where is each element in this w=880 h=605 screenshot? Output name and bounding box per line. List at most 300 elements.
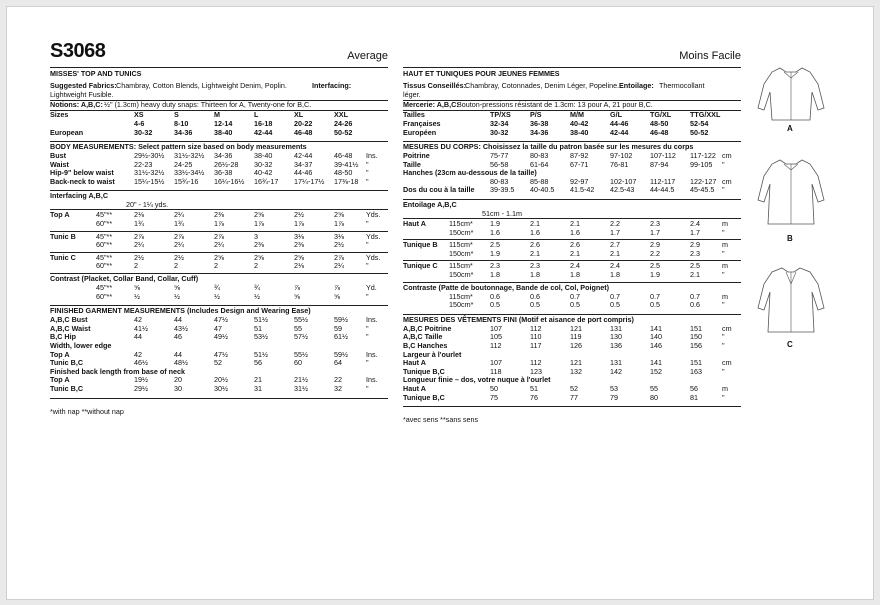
en-size-3: L: [254, 110, 259, 119]
fr-fr-size-2: 40-42: [570, 119, 589, 128]
fr-size-5: TTG/XXL: [690, 110, 721, 119]
fr-body-label-0: Poitrine: [403, 151, 430, 160]
en-contrast-val-1-2: ½: [214, 291, 220, 301]
en-width-title: Width, lower edge: [50, 341, 112, 350]
fr-body-val-0-0: 75-77: [490, 151, 509, 160]
en-european-2: 38-40: [214, 128, 233, 137]
en-width_rows-val-0-4: 55½: [294, 349, 308, 359]
en-body-val-2-5: 48-50: [334, 168, 353, 178]
fr-yardage-val-0-0-5: 2.4: [690, 219, 700, 228]
en-notions-label: Notions: A,B,C:: [50, 100, 103, 109]
en-yardage-unit-1-1: ": [366, 240, 369, 250]
en-european-0: 30-32: [134, 128, 153, 137]
en-yardage-unit-2-0: Yds.: [366, 252, 381, 262]
en-yardage-val-2-0-2: 2⅝: [214, 252, 224, 262]
en-back_rows-label-0: Top A: [50, 375, 70, 385]
en-body-val-3-5: 17⅜-18: [334, 176, 359, 186]
en-footnote: *with nap **without nap: [50, 406, 124, 416]
fr-yardage-val-0-1-5: 1.7: [690, 227, 700, 237]
fr-back_rows-val-1-1: 76: [530, 392, 538, 402]
en-back_rows-val-0-4: 21½: [294, 375, 308, 385]
en-interfacing-amount: 20" - 1¼ yds.: [126, 200, 169, 210]
difficulty-en: Average: [347, 50, 388, 62]
en-width_rows-unit-1: ": [366, 358, 369, 368]
en-yardage-val-2-0-4: 2⅝: [294, 252, 304, 262]
fr-eu-size-0: 30-32: [490, 128, 509, 137]
fr-yardage-width-2-0: 115cm*: [449, 261, 473, 271]
en-body-val-0-0: 29½-30½: [134, 151, 165, 160]
fr-finished_rows-val-2-1: 117: [530, 341, 542, 350]
en-interfacing-title: Interfacing A,B,C: [50, 191, 109, 201]
fr-fabrics-label: Tissus Conseillés:: [403, 81, 466, 90]
fr-yardage-val-2-0-0: 2.3: [490, 261, 500, 271]
fr-yardage-val-2-1-0: 1.8: [490, 270, 500, 279]
en-yardage-width-1-0: 45"**: [96, 231, 113, 241]
en-body-val-3-3: 16¾-17: [254, 176, 279, 186]
en-european-4: 46-48: [294, 128, 313, 137]
fr-neck-label: Dos du cou à la taille: [403, 185, 475, 195]
en-back_rows-val-0-5: 22: [334, 375, 342, 385]
en-width_rows-val-0-5: 59½: [334, 349, 348, 359]
en-width_rows-val-0-2: 47½: [214, 349, 228, 359]
fr-finished-title: MESURES DES VÊTEMENTS FINI (Motif et aisance de port compris): [403, 314, 634, 324]
fr-body-title: MESURES DU CORPS: Choisissez la taille du patron basée sur les mesures du corps: [403, 142, 694, 151]
fr-finished_rows-val-1-4: 140: [650, 332, 662, 342]
fr-width_rows-val-0-0: 107: [490, 358, 502, 368]
fr-body-val-0-1: 80-83: [530, 151, 549, 160]
view-c-label: C: [787, 340, 793, 349]
pattern-number: S3068: [50, 40, 106, 62]
fr-eu-size-1: 34-36: [530, 128, 549, 137]
en-finished_rows-val-1-3: 51: [254, 323, 262, 333]
en-yardage-val-1-0-4: 3⅛: [294, 231, 304, 241]
en-yardage-val-0-1-4: 1⅞: [294, 219, 304, 228]
en-finished_rows-unit-1: ": [366, 323, 369, 333]
fr-size-4: TG/XL: [650, 110, 672, 119]
en-yardage-val-0-0-5: 2⅝: [334, 210, 344, 220]
view-a-label: A: [787, 124, 793, 133]
en-contrast-val-1-1: ½: [174, 291, 180, 301]
en-body-val-2-4: 44-46: [294, 168, 313, 178]
fr-size-0: TP/XS: [490, 110, 511, 119]
fr-yardage-width-0-0: 115cm*: [449, 219, 473, 228]
fr-finished_rows-val-0-1: 112: [530, 323, 542, 333]
en-width_rows-val-1-3: 56: [254, 358, 262, 368]
fr-finished_rows-val-0-2: 121: [570, 323, 582, 333]
fr-contrast-title: Contraste (Patte de boutonnage, Bande de col, Col, Poignet): [403, 282, 610, 292]
en-body-val-1-0: 22-23: [134, 159, 153, 169]
en-contrast-width-0: 45"**: [96, 283, 113, 292]
en-body-val-3-1: 15¾-16: [174, 176, 199, 186]
fr-hip-label: Hanches (23cm au-dessous de la taille): [403, 168, 537, 178]
en-finished_rows-label-2: B,C Hip: [50, 332, 76, 342]
fr-yardage-val-0-0-1: 2.1: [530, 219, 540, 228]
fr-width_rows-val-1-0: 118: [490, 366, 502, 376]
fr-back_rows-val-0-1: 51: [530, 384, 538, 393]
fr-back_rows-val-0-0: 50: [490, 384, 498, 393]
en-back_rows-val-1-2: 30½: [214, 384, 228, 393]
en-size-0: XS: [134, 110, 144, 119]
fr-back_rows-unit-1: ": [722, 392, 725, 402]
fr-finished_rows-unit-0: cm: [722, 323, 732, 333]
en-back_rows-val-0-3: 21: [254, 375, 262, 385]
fr-contrast-width-0: 115cm*: [449, 291, 473, 301]
fr-neck-val-1: 40-40.5: [530, 185, 555, 195]
fr-yardage-unit-1-0: m: [722, 240, 728, 250]
en-yardage-val-0-1-1: 1¾: [174, 219, 184, 228]
fr-contrast-val-1-1: 0.5: [530, 300, 540, 310]
en-finished_rows-val-2-4: 57½: [294, 332, 308, 342]
en-european-5: 50-52: [334, 128, 353, 137]
fr-finished_rows-val-2-3: 136: [610, 341, 622, 350]
en-body-val-1-2: 26½-28: [214, 159, 239, 169]
fr-yardage-width-1-0: 115cm*: [449, 240, 473, 250]
fr-size-3: G/L: [610, 110, 622, 119]
fr-top-rule: [403, 67, 741, 68]
en-finished_rows-val-1-1: 43½: [174, 323, 188, 333]
fr-yardage-val-0-0-2: 2.1: [570, 219, 580, 228]
fr-yardage-val-1-0-1: 2.6: [530, 240, 540, 250]
fr-fr-size-4: 48-50: [650, 119, 669, 128]
fr-back_rows-val-0-5: 56: [690, 384, 698, 393]
en-body-val-0-5: 46-48: [334, 151, 353, 160]
en-fabrics-label: Suggested Fabrics:: [50, 81, 117, 90]
fr-yardage-val-2-1-1: 1.8: [530, 270, 540, 279]
fr-yardage-val-1-0-3: 2.7: [610, 240, 620, 250]
fr-width_rows-val-0-1: 112: [530, 358, 542, 368]
en-contrast-unit-0: Yd.: [366, 283, 377, 292]
fr-contrast-val-0-0: 0.6: [490, 291, 500, 301]
fr-yardage-val-0-0-4: 2.3: [650, 219, 660, 228]
fr-finished_rows-val-2-0: 112: [490, 341, 502, 350]
fr-yardage-val-1-0-5: 2.9: [690, 240, 700, 250]
fr-neck-val-4: 44-44.5: [650, 185, 675, 195]
fr-width-title: Largeur à l'ourlet: [403, 349, 462, 359]
en-yardage-val-0-1-5: 1⅞: [334, 219, 344, 228]
fr-yardage-val-1-0-2: 2.6: [570, 240, 580, 250]
en-body-unit-0: Ins.: [366, 151, 378, 160]
fr-finished_rows-label-2: B,C Hanches: [403, 341, 448, 350]
fr-body-unit-1: ": [722, 159, 725, 169]
en-finished_rows-val-1-5: 59: [334, 323, 342, 333]
en-interfacing: Lightweight Fusible.: [50, 90, 114, 99]
view-c-illustration: [752, 264, 830, 338]
en-finished_rows-val-1-4: 55: [294, 323, 302, 333]
fr-finished_rows-val-2-5: 156: [690, 341, 702, 350]
fr-yardage-width-0-1: 150cm*: [449, 227, 474, 237]
en-rule-bottom: [50, 398, 388, 399]
fr-body-val-1-3: 76-81: [610, 159, 629, 169]
en-yardage-width-1-1: 60"**: [96, 240, 113, 250]
en-yardage-val-1-0-1: 2⅞: [174, 231, 184, 241]
view-a-illustration: [752, 64, 830, 126]
en-body-val-1-3: 30-32: [254, 159, 273, 169]
en-yardage-val-1-1-4: 2⅜: [294, 240, 304, 250]
en-size-2: M: [214, 110, 220, 119]
fr-interfacing-amount: 51cm - 1.1m: [482, 209, 522, 218]
pattern-envelope-back: [6, 6, 874, 600]
en-interfacing-label: Interfacing:: [312, 81, 352, 90]
en-width_rows-label-0: Top A: [50, 349, 70, 359]
en-yardage-val-1-1-0: 2¼: [134, 240, 144, 250]
en-body-val-0-2: 34-36: [214, 151, 233, 160]
fr-body-val-1-4: 87-94: [650, 159, 669, 169]
en-yardage-unit-0-0: Yds.: [366, 210, 381, 220]
en-contrast-unit-1: ": [366, 291, 369, 301]
fr-contrast-val-0-3: 0.7: [610, 291, 620, 301]
view-b-illustration: [752, 156, 830, 230]
fr-size-2: M/M: [570, 110, 584, 119]
en-body-val-0-1: 31½-32½: [174, 151, 205, 160]
en-finished_rows-val-2-0: 44: [134, 332, 142, 342]
en-yardage-width-2-1: 60"**: [96, 261, 113, 271]
en-finished_rows-val-0-3: 51½: [254, 315, 268, 325]
fr-yardage-label-0: Haut A: [403, 219, 426, 228]
en-contrast-val-1-3: ½: [254, 291, 260, 301]
fr-width_rows-val-1-4: 152: [650, 366, 662, 376]
en-size-num-5: 24-26: [334, 119, 353, 128]
fr-eu-size-5: 50-52: [690, 128, 709, 137]
fr-back-title: Longueur finie – dos, votre nuque à l'ourlet: [403, 375, 551, 385]
en-finished_rows-val-0-0: 42: [134, 315, 142, 325]
fr-body-val-0-5: 117-122: [690, 151, 716, 160]
fr-contrast-val-0-4: 0.7: [650, 291, 660, 301]
en-size-4: XL: [294, 110, 304, 119]
fr-back_rows-unit-0: m: [722, 384, 728, 393]
en-finished_rows-unit-0: Ins.: [366, 315, 378, 325]
fr-yardage-val-1-1-2: 2.1: [570, 248, 580, 258]
fr-finished_rows-val-0-5: 151: [690, 323, 702, 333]
fr-finished_rows-val-0-3: 131: [610, 323, 622, 333]
en-contrast-width-1: 60"**: [96, 291, 113, 301]
en-body-val-1-5: 39-41½: [334, 159, 359, 169]
fr-francaises-label: Françaises: [403, 119, 441, 128]
fr-interfacing-label: Entoilage:: [619, 81, 654, 90]
en-yardage-unit-2-1: ": [366, 261, 369, 271]
fr-yardage-val-2-0-3: 2.4: [610, 261, 620, 271]
en-body-unit-1: ": [366, 159, 369, 169]
en-yardage-val-1-1-2: 2¼: [214, 240, 224, 250]
fr-width_rows-label-1: Tunique B,C: [403, 366, 445, 376]
en-contrast-val-0-2: ¾: [214, 283, 220, 292]
fr-back_rows-val-0-4: 55: [650, 384, 658, 393]
en-width_rows-unit-0: Ins.: [366, 349, 378, 359]
fr-contrast-unit-1: ": [722, 300, 725, 310]
fr-yardage-unit-0-0: m: [722, 219, 728, 228]
en-body-val-2-2: 36-38: [214, 168, 233, 178]
en-back_rows-val-1-5: 32: [334, 384, 342, 393]
en-yardage-label-2: Tunic C: [50, 252, 76, 262]
en-finished_rows-val-0-2: 47½: [214, 315, 228, 325]
en-finished_rows-unit-2: ": [366, 332, 369, 342]
en-section-title: MISSES' TOP AND TUNICS: [50, 69, 142, 78]
fr-finished_rows-val-2-2: 126: [570, 341, 582, 350]
fr-width_rows-val-0-2: 121: [570, 358, 582, 368]
fr-finished_rows-label-1: A,B,C Taille: [403, 332, 443, 342]
fr-yardage-val-2-0-2: 2.4: [570, 261, 580, 271]
fr-hip-val-5: 122-127: [690, 176, 717, 186]
fr-yardage-label-2: Tunique C: [403, 261, 438, 271]
fr-contrast-val-0-2: 0.7: [570, 291, 580, 301]
fr-yardage-val-1-1-0: 1.9: [490, 248, 500, 258]
fr-interfacing: Thermocollant: [659, 81, 705, 90]
fr-back_rows-label-0: Haut A: [403, 384, 426, 393]
fr-yardage-val-2-1-2: 1.8: [570, 270, 580, 279]
fr-yardage-val-0-1-0: 1.6: [490, 227, 500, 237]
en-size-num-1: 8-10: [174, 119, 189, 128]
fr-finished_rows-val-1-2: 119: [570, 332, 582, 342]
fr-back_rows-val-1-0: 75: [490, 392, 498, 402]
fr-width_rows-val-1-5: 163: [690, 366, 702, 376]
en-yardage-val-1-0-0: 2⅞: [134, 231, 144, 241]
fr-finished_rows-label-0: A,B,C Poitrine: [403, 323, 452, 333]
fr-back_rows-val-0-3: 53: [610, 384, 618, 393]
fr-notions: Bouton-pressions résistant de 1.3cm: 13 pour A, 21 pour B,C.: [457, 100, 653, 109]
en-back_rows-val-1-0: 29½: [134, 384, 148, 393]
fr-yardage-label-1: Tunique B: [403, 240, 438, 250]
en-width_rows-val-1-2: 52: [214, 358, 222, 368]
fr-eu-size-4: 46-48: [650, 128, 669, 137]
en-yardage-val-2-1-1: 2: [174, 261, 178, 271]
en-body-title: BODY MEASUREMENTS: Select pattern size based on body measurements: [50, 142, 307, 151]
fr-neck-val-0: 39-39.5: [490, 185, 515, 195]
fr-hip-unit: cm: [722, 176, 732, 186]
fr-back_rows-val-0-2: 52: [570, 384, 578, 393]
en-yardage-width-0-0: 45"**: [96, 210, 113, 220]
en-finished_rows-label-0: A,B,C Bust: [50, 315, 88, 325]
en-finished_rows-val-2-2: 49½: [214, 332, 228, 342]
fr-width_rows-unit-1: ": [722, 366, 725, 376]
fr-eu-size-2: 38-40: [570, 128, 589, 137]
en-yardage-val-1-1-1: 2¼: [174, 240, 184, 250]
fr-yardage-val-0-0-3: 2.2: [610, 219, 620, 228]
en-back_rows-unit-1: ": [366, 384, 369, 393]
en-body-val-1-4: 34-37: [294, 159, 313, 169]
en-size-num-0: 4-6: [134, 119, 145, 128]
en-back-title: Finished back length from base of neck: [50, 366, 185, 376]
en-yardage-val-1-1-5: 2½: [334, 240, 344, 250]
fr-yardage-unit-2-0: m: [722, 261, 728, 271]
en-back_rows-val-1-4: 31½: [294, 384, 308, 393]
en-body-label-3: Back-neck to waist: [50, 176, 115, 186]
en-width_rows-val-0-3: 51½: [254, 349, 268, 359]
fr-contrast-val-1-2: 0.5: [570, 300, 580, 310]
en-finished_rows-val-2-3: 53½: [254, 332, 268, 342]
fr-yardage-val-0-1-1: 1.6: [530, 227, 540, 237]
fr-contrast-val-0-5: 0.7: [690, 291, 700, 301]
en-fabrics: Chambray, Cotton Blends, Lightweight Denim, Poplin.: [116, 81, 287, 90]
fr-body-val-0-2: 87-92: [570, 151, 589, 160]
fr-finished_rows-val-1-5: 150: [690, 332, 702, 342]
en-yardage-val-2-0-5: 2⅞: [334, 252, 344, 262]
en-body-label-0: Bust: [50, 151, 66, 160]
fr-neck-val-2: 41.5-42: [570, 185, 595, 195]
en-yardage-val-1-0-2: 2⅞: [214, 231, 224, 241]
en-body-unit-3: ": [366, 176, 369, 186]
en-contrast-val-0-1: ⅝: [174, 283, 180, 292]
fr-yardage-val-2-0-5: 2.5: [690, 261, 700, 271]
en-yardage-val-2-1-4: 2⅛: [294, 261, 304, 271]
en-yardage-val-1-0-3: 3: [254, 231, 258, 241]
en-size-num-2: 12-14: [214, 119, 233, 128]
en-body-val-2-0: 31½-32½: [134, 168, 165, 178]
en-width_rows-val-1-1: 48½: [174, 358, 188, 368]
fr-width_rows-val-1-3: 142: [610, 366, 622, 376]
en-body-val-2-1: 33½-34½: [174, 168, 205, 178]
fr-hip-val-2: 92-97: [570, 176, 589, 186]
en-european-label: European: [50, 128, 84, 137]
fr-yardage-unit-0-1: ": [722, 227, 725, 237]
en-yardage-val-2-0-1: 2½: [174, 252, 184, 262]
en-body-val-2-3: 40-42: [254, 168, 273, 178]
fr-size-1: P/S: [530, 110, 542, 119]
en-back_rows-val-0-0: 19½: [134, 375, 148, 385]
en-back_rows-label-1: Tunic B,C: [50, 384, 84, 393]
fr-contrast-val-1-4: 0.5: [650, 300, 660, 310]
fr-back_rows-val-1-3: 79: [610, 392, 618, 402]
fr-body-val-1-2: 67-71: [570, 159, 589, 169]
fr-width_rows-val-0-4: 141: [650, 358, 662, 368]
en-body-label-1: Waist: [50, 159, 69, 169]
fr-contrast-val-1-0: 0.5: [490, 300, 500, 310]
fr-width_rows-val-1-1: 123: [530, 366, 542, 376]
fr-yardage-val-0-1-3: 1.7: [610, 227, 620, 237]
en-back_rows-val-1-3: 31: [254, 384, 262, 393]
en-body-val-3-0: 15¼-15½: [134, 176, 165, 186]
en-yardage-val-0-0-3: 2⅝: [254, 210, 264, 220]
fr-yardage-val-1-1-5: 2.3: [690, 248, 700, 258]
fr-back_rows-val-1-2: 77: [570, 392, 578, 402]
en-contrast-val-1-4: ⅝: [294, 291, 300, 301]
en-size-5: XXL: [334, 110, 348, 119]
fr-rule-bottom: [403, 406, 741, 407]
en-finished_rows-val-0-5: 59½: [334, 315, 348, 325]
en-back_rows-val-0-1: 20: [174, 375, 182, 385]
fr-body-val-1-0: 56-58: [490, 159, 509, 169]
fr-fr-size-3: 44-46: [610, 119, 629, 128]
fr-finished_rows-unit-2: ": [722, 341, 725, 350]
fr-contrast-width-1: 150cm*: [449, 300, 474, 310]
fr-body-label-1: Taille: [403, 159, 421, 169]
fr-neck-val-5: 45-45.5: [690, 185, 715, 195]
en-finished_rows-val-0-4: 55½: [294, 315, 308, 325]
fr-sizes-label: Tailles: [403, 110, 425, 119]
en-yardage-val-0-1-0: 1¾: [134, 219, 144, 228]
fr-yardage-val-0-1-2: 1.6: [570, 227, 580, 237]
fr-contrast-val-1-3: 0.5: [610, 300, 620, 310]
fr-yardage-val-2-0-4: 2.5: [650, 261, 660, 271]
fr-section-title: HAUT ET TUNIQUES POUR JEUNES FEMMES: [403, 69, 560, 78]
en-body-label-2: Hip-9" below waist: [50, 168, 114, 178]
fr-body-unit-0: cm: [722, 151, 732, 160]
fr-yardage-val-1-1-1: 2.1: [530, 248, 540, 258]
fr-hip-val-1: 85-88: [530, 176, 549, 186]
fr-yardage-val-0-1-4: 1.7: [650, 227, 660, 237]
fr-neck-unit: ": [722, 185, 725, 195]
fr-width_rows-val-1-2: 132: [570, 366, 582, 376]
en-contrast-val-0-5: ⅞: [334, 283, 340, 292]
view-b-label: B: [787, 234, 793, 243]
en-yardage-width-0-1: 60"**: [96, 219, 113, 228]
en-width_rows-val-1-5: 64: [334, 358, 342, 368]
fr-yardage-val-2-1-3: 1.8: [610, 270, 620, 279]
en-yardage-val-2-0-3: 2⅝: [254, 252, 264, 262]
en-contrast-val-1-5: ⅝: [334, 291, 340, 301]
en-yardage-label-0: Top A: [50, 210, 70, 220]
fr-body-val-1-1: 61-64: [530, 159, 549, 169]
en-size-1: S: [174, 110, 179, 119]
en-yardage-val-0-1-3: 1⅞: [254, 219, 264, 228]
